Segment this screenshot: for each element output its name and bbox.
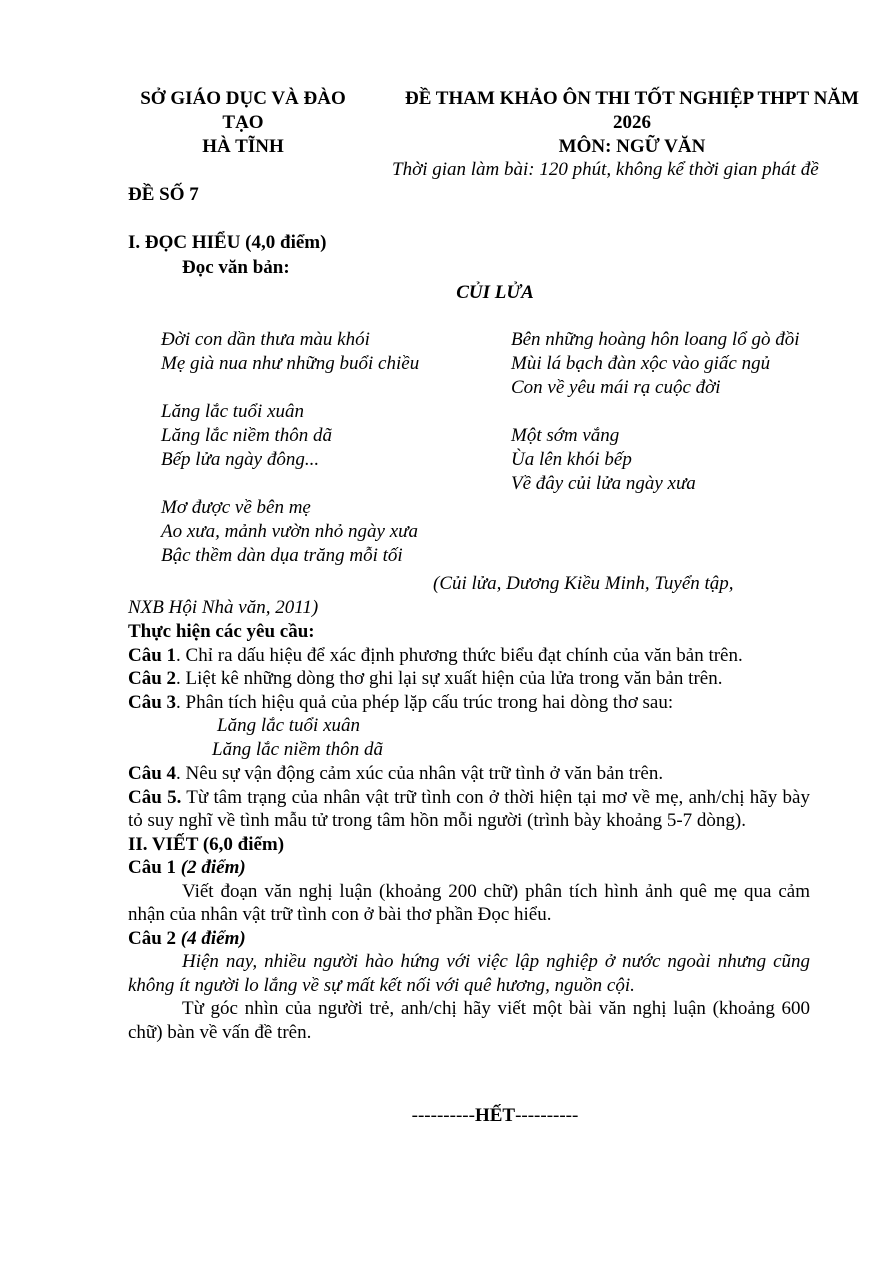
poem-line: Một sớm vắng <box>511 425 620 446</box>
questions-block <box>128 620 810 1044</box>
poem-line: Ao xưa, mảnh vườn nhỏ ngày xưa <box>161 521 419 542</box>
quoted-line: Lăng lắc tuổi xuân <box>217 715 361 736</box>
section2-heading: II. VIẾT (6,0 điểm) <box>128 833 285 855</box>
writing-q2-prompt: Hiện nay, nhiều người hào hứng với việc lập nghiệp ở nước ngoài nhưng cũng không ít người lo lắng về sự mất kết nối với quê hương, nguồn cội. <box>128 951 810 996</box>
exam-title-line1: ĐỀ THAM KHẢO ÔN THI TỐT NGHIỆP THPT NĂM <box>405 88 859 109</box>
section1-heading: I. ĐỌC HIỂU (4,0 điểm) <box>128 232 327 253</box>
writing-q2-task: Từ góc nhìn của người trẻ, anh/chị hãy viết một bài văn nghị luận (khoảng 600 chữ) bàn về vấn đề trên. <box>128 998 810 1043</box>
issuer-line2: TẠO <box>222 112 264 133</box>
time-limit: Thời gian làm bài: 120 phút, không kể thời gian phát đề <box>392 159 819 180</box>
issuer-line3: HÀ TĨNH <box>202 136 284 157</box>
poem-right-column <box>511 328 800 496</box>
requirements-heading: Thực hiện các yêu cầu: <box>128 621 315 642</box>
poem-line: Lăng lắc niềm thôn dã <box>161 425 332 446</box>
stanza-gap <box>511 400 800 424</box>
question-4: Câu 4. Nêu sự vận động cảm xúc của nhân vật trữ tình ở văn bản trên. <box>128 763 664 784</box>
exam-title-line2: 2026 <box>613 112 651 133</box>
poem-title: CỦI LỬA <box>456 282 534 303</box>
poem-line: Bếp lửa ngày đông... <box>161 449 320 470</box>
poem-line: Con về yêu mái rạ cuộc đời <box>511 377 721 398</box>
stanza-gap <box>161 376 419 400</box>
end-marker: ----------HẾT---------- <box>411 1105 579 1126</box>
quoted-line: Lăng lắc niềm thôn dã <box>212 739 383 760</box>
writing-q1-heading: Câu 1 (2 điểm) <box>128 857 246 878</box>
poem-left-column <box>161 328 419 568</box>
question-5: Câu 5. Từ tâm trạng của nhân vật trữ tình con ở thời hiện tại mơ về mẹ, anh/chị hãy bày tỏ suy nghĩ về tình mẫu tử trong tâm hồn mỗi người (trình bày khoảng 5-7 dòng). <box>128 786 810 831</box>
poem-line: Về đây củi lửa ngày xưa <box>511 473 696 494</box>
source-line1: (Củi lửa, Dương Kiều Minh, Tuyển tập, <box>433 573 734 594</box>
question-1: Câu 1. Chỉ ra dấu hiệu để xác định phương thức biểu đạt chính của văn bản trên. <box>128 644 743 666</box>
stanza-gap <box>161 472 419 496</box>
writing-q1-text: Viết đoạn văn nghị luận (khoảng 200 chữ) phân tích hình ảnh quê mẹ qua cảm nhận của nhân vật trữ tình con ở bài thơ phần Đọc hiểu. <box>128 880 810 925</box>
issuer-line1: SỞ GIÁO DỤC VÀ ĐÀO <box>140 88 346 109</box>
subject: MÔN: NGỮ VĂN <box>558 136 706 157</box>
poem-line: Ùa lên khói bếp <box>511 449 632 470</box>
poem-line: Lăng lắc tuổi xuân <box>161 401 305 422</box>
writing-q2-heading: Câu 2 (4 điểm) <box>128 927 246 949</box>
poem-line: Bậc thềm dàn dụa trăng mỗi tối <box>161 545 403 566</box>
source-line2: NXB Hội Nhà văn, 2011) <box>128 597 319 618</box>
exam-number: ĐỀ SỐ 7 <box>128 184 199 205</box>
poem-line: Bên những hoàng hôn loang lổ gò đồi <box>511 329 800 350</box>
poem-line: Đời con dần thưa màu khói <box>161 329 370 350</box>
poem-line: Mẹ già nua như những buổi chiều <box>161 353 420 374</box>
question-2: Câu 2. Liệt kê những dòng thơ ghi lại sự xuất hiện của lửa trong văn bản trên. <box>128 668 723 689</box>
read-instruction: Đọc văn bản: <box>182 257 290 278</box>
question-3: Câu 3. Phân tích hiệu quả của phép lặp cấu trúc trong hai dòng thơ sau: <box>128 691 674 713</box>
poem-line: Mơ được về bên mẹ <box>161 497 311 518</box>
poem-line: Mùi lá bạch đàn xộc vào giấc ngủ <box>511 353 771 374</box>
